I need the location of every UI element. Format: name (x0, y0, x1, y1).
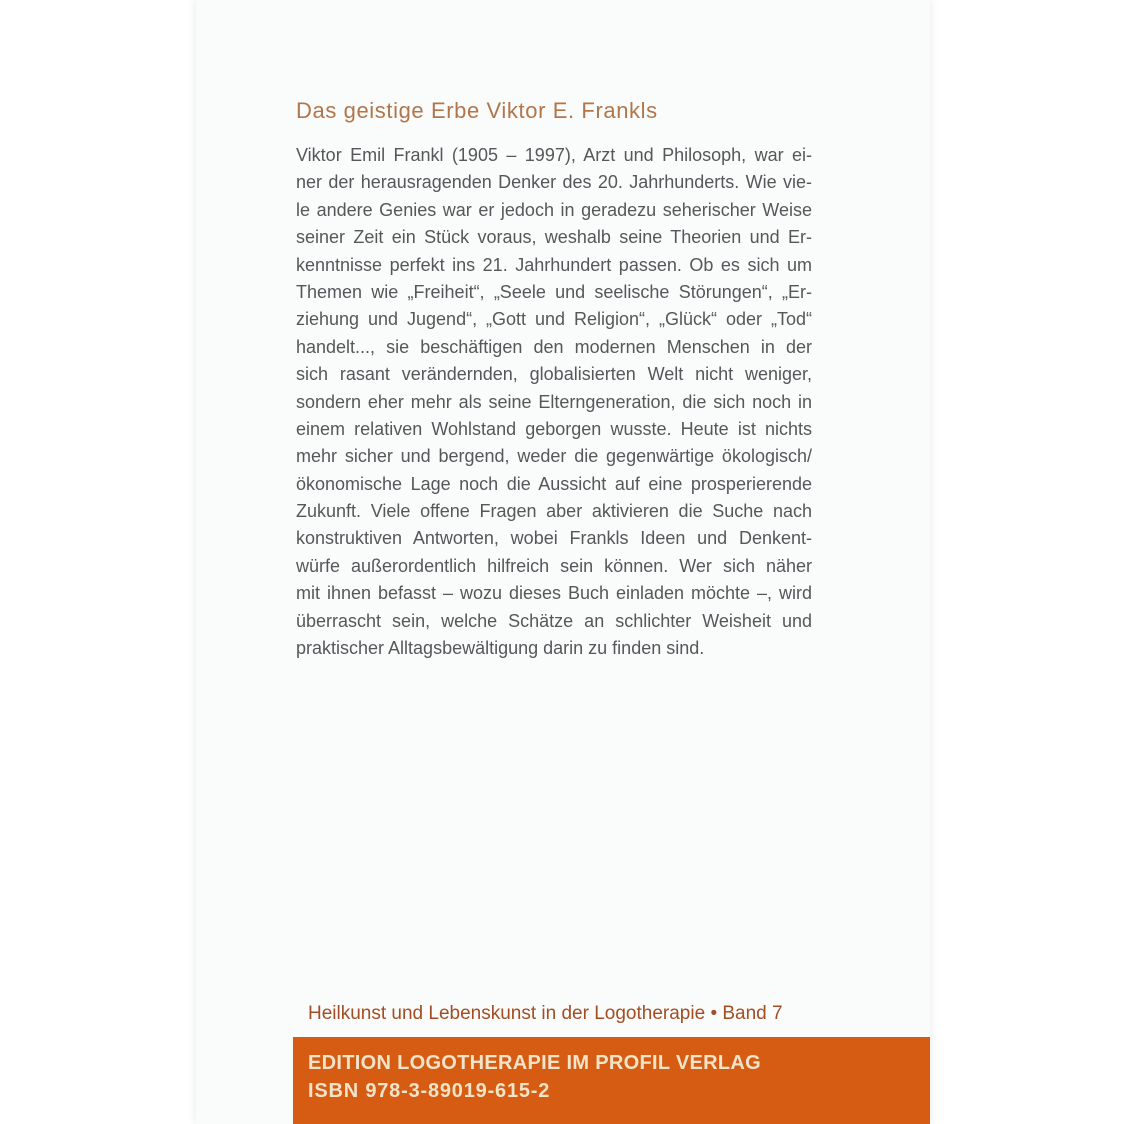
blurb-line: handelt..., sie beschäftigen den modernen Menschen in der (296, 336, 812, 357)
book-back-cover (196, 0, 930, 1124)
blurb-line: Viktor Emil Frankl (1905 – 1997), Arzt und Philosoph, war ei- (296, 145, 812, 165)
blurb-line: überrascht sein, welche Schätze an schlichter Weisheit und (296, 610, 812, 631)
blurb-line: sich rasant verändernden, globalisierten Welt nicht weniger, (296, 364, 812, 385)
page-title: Das geistige Erbe Viktor E. Frankls (296, 98, 658, 123)
blurb-line: seiner Zeit ein Stück voraus, weshalb seine Theorien und Er- (296, 227, 812, 248)
publisher-banner (293, 1037, 930, 1124)
blurb-line: ökonomische Lage noch die Aussicht auf eine prosperierende (296, 473, 812, 494)
blurb-line: praktischer Alltagsbewältigung darin zu finden sind. (296, 638, 705, 659)
blurb-line: sondern eher mehr als seine Elterngeneration, die sich noch in (296, 391, 812, 412)
blurb-text (296, 142, 812, 662)
blurb-line: mehr sicher und bergend, weder die gegenwärtige ökologisch/ (296, 446, 812, 467)
blurb-line: mit ihnen befasst – wozu dieses Buch einladen möchte –, wird (296, 583, 812, 604)
blurb-line: kenntnisse perfekt ins 21. Jahrhundert passen. Ob es sich um (296, 254, 812, 275)
publisher-name: EDITION LOGOTHERAPIE IM PROFIL VERLAG (308, 1052, 761, 1074)
blurb-line: ner der herausragenden Denker des 20. Jahrhunderts. Wie vie- (296, 172, 812, 193)
isbn-number: ISBN 978-3-89019-615-2 (308, 1080, 551, 1102)
blurb-line: Zukunft. Viele offene Fragen aber aktivieren die Suche nach (296, 501, 812, 522)
blurb-line: Themen wie „Freiheit“, „Seele und seelische Störungen“, „Er- (296, 281, 812, 302)
blurb-line: würfe außerordentlich hilfreich sein können. Wer sich näher (296, 555, 812, 576)
blurb-line: ziehung und Jugend“, „Gott und Religion“, „Glück“ oder „Tod“ (296, 309, 812, 330)
blurb-line: le andere Genies war er jedoch in geradezu seherischer Weise (296, 199, 812, 220)
blurb-line: einem relativen Wohlstand geborgen wusste. Heute ist nichts (296, 418, 812, 439)
series-line: Heilkunst und Lebenskunst in der Logotherapie • Band 7 (308, 1003, 783, 1024)
blurb-line: konstruktiven Antworten, wobei Frankls Ideen und Denkent- (296, 528, 812, 549)
